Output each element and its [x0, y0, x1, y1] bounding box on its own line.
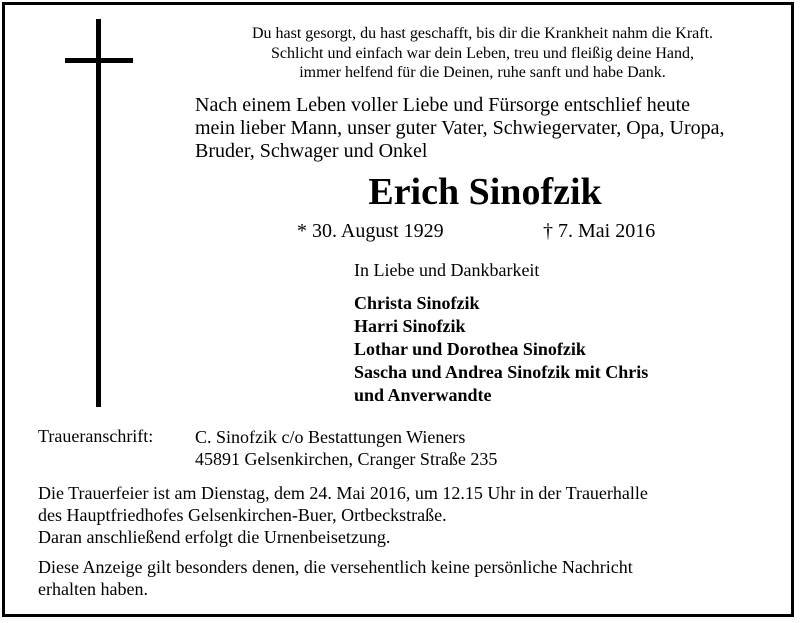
cross-vertical-bar: [96, 19, 101, 407]
closing-note: [38, 556, 766, 600]
service-line: Daran anschließend erfolgt die Urnenbeisetzung.: [38, 527, 391, 547]
service-line: Die Trauerfeier ist am Dienstag, dem 24. Mai 2016, um 12.15 Uhr in der Trauerhalle: [38, 483, 648, 503]
mourners-list: [354, 292, 648, 407]
memorial-verse: [195, 24, 770, 83]
verse-line: Schlicht und einfach war dein Leben, treu und fleißig deine Hand,: [271, 44, 694, 62]
deceased-name: Erich Sinofzik: [368, 171, 602, 213]
service-line: des Hauptfriedhofes Gelsenkirchen-Buer, Ortbeckstraße.: [38, 505, 447, 525]
note-line: erhalten haben.: [38, 579, 148, 599]
mourner-name: Christa Sinofzik: [354, 293, 480, 313]
intro-line: Nach einem Leben voller Liebe und Fürsorge entschlief heute: [195, 94, 691, 116]
address-line: C. Sinofzik c/o Bestattungen Wieners: [195, 427, 466, 447]
mourner-name: und Anverwandte: [354, 385, 492, 405]
cross-horizontal-bar: [65, 58, 133, 63]
note-line: Diese Anzeige gilt besonders denen, die versehentlich keine persönliche Nachricht: [38, 557, 633, 577]
verse-line: Du hast gesorgt, du hast geschafft, bis dir die Krankheit nahm die Kraft.: [251, 25, 714, 42]
intro-line: Bruder, Schwager und Onkel: [195, 140, 428, 162]
intro-line: mein lieber Mann, unser guter Vater, Schwiegervater, Opa, Uropa,: [195, 117, 725, 139]
intro-text: [195, 94, 775, 163]
death-date: † 7. Mai 2016: [543, 220, 656, 242]
mourner-name: Lothar und Dorothea Sinofzik: [354, 339, 586, 359]
mourners-heading: In Liebe und Dankbarkeit: [354, 260, 540, 280]
address-line: 45891 Gelsenkirchen, Cranger Straße 235: [195, 449, 498, 469]
birth-date: * 30. August 1929: [297, 220, 444, 242]
verse-line: immer helfend für die Deinen, ruhe sanft und habe Dank.: [299, 64, 666, 81]
mourner-name: Harri Sinofzik: [354, 316, 466, 336]
mourning-address: [195, 426, 497, 470]
funeral-service-info: [38, 482, 766, 548]
mourner-name: Sascha und Andrea Sinofzik mit Chris: [354, 362, 649, 382]
address-label: Traueranschrift:: [38, 426, 154, 446]
